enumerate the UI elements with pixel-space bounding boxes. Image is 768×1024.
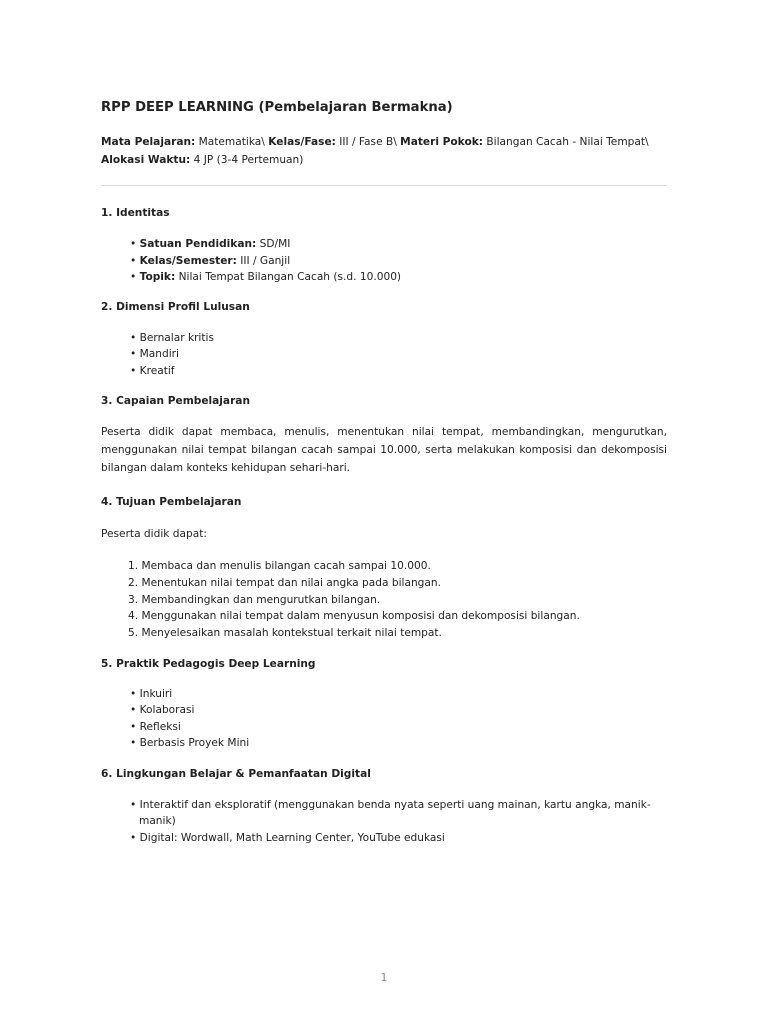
lingkungan-list bbox=[130, 797, 667, 847]
list-item: • Bernalar kritis bbox=[130, 331, 214, 344]
list-item: 1. Membaca dan menulis bilangan cacah sampai 10.000. bbox=[128, 560, 431, 572]
document-title: RPP DEEP LEARNING (Pembelajaran Bermakna) bbox=[101, 100, 453, 115]
section-praktik-heading: 5. Praktik Pedagogis Deep Learning bbox=[101, 657, 316, 670]
profil-list bbox=[130, 330, 667, 380]
materi-value: Bilangan Cacah - Nilai Tempat\ bbox=[483, 136, 649, 148]
list-item: • Refleksi bbox=[130, 720, 181, 733]
capaian-paragraph-end: bilangan dalam konteks kehidupan sehari-hari. bbox=[101, 462, 351, 474]
alokasi-label: Alokasi Waktu: bbox=[101, 154, 191, 166]
list-item: • Satuan Pendidikan: SD/MI bbox=[130, 238, 291, 250]
section-identitas-heading: 1. Identitas bbox=[101, 207, 170, 219]
mapel-label: Mata Pelajaran: bbox=[101, 136, 196, 148]
document-meta bbox=[101, 133, 667, 169]
list-item: • Topik: Nilai Tempat Bilangan Cacah (s.d. 10.000) bbox=[130, 271, 402, 283]
horizontal-divider bbox=[101, 185, 667, 186]
page-number: 1 bbox=[380, 972, 388, 984]
list-item: • Digital: Wordwall, Math Learning Center, YouTube edukasi bbox=[130, 831, 445, 844]
section-profil-heading: 2. Dimensi Profil Lulusan bbox=[101, 300, 250, 313]
list-item: • Inkuiri bbox=[130, 687, 173, 700]
list-item: • Interaktif dan eksploratif (menggunakan benda nyata seperti uang mainan, kartu angka, manik-manik) bbox=[130, 798, 651, 828]
list-item: • Berbasis Proyek Mini bbox=[130, 737, 250, 750]
kelas-value: III / Fase B\ bbox=[335, 136, 401, 148]
section-lingkungan-heading: 6. Lingkungan Belajar & Pemanfaatan Digital bbox=[101, 767, 371, 780]
section-capaian-heading: 3. Capaian Pembelajaran bbox=[101, 395, 250, 407]
list-item: 4. Menggunakan nilai tempat dalam menyusun komposisi dan dekomposisi bilangan. bbox=[128, 610, 580, 623]
list-item: 3. Membandingkan dan mengurutkan bilangan. bbox=[128, 593, 381, 606]
kelas-label: Kelas/Fase: bbox=[268, 136, 336, 148]
list-item: 5. Menyelesaikan masalah kontekstual terkait nilai tempat. bbox=[128, 627, 442, 640]
list-item: • Kolaborasi bbox=[130, 704, 195, 717]
capaian-paragraph: Peserta didik dapat membaca, menulis, menentukan nilai tempat, membandingkan, mengurutkan, menggunakan nilai tempat bilangan cacah sampai 10.000, serta melakukan komposisi dan dekomposisi bbox=[101, 426, 667, 456]
list-item: • Kelas/Semester: III / Ganjil bbox=[130, 254, 291, 267]
list-item: 2. Menentukan nilai tempat dan nilai angka pada bilangan. bbox=[128, 576, 441, 589]
materi-label: Materi Pokok: bbox=[400, 136, 484, 148]
list-item: • Kreatif bbox=[130, 364, 175, 377]
list-item: • Mandiri bbox=[130, 348, 179, 360]
section-tujuan-heading: 4. Tujuan Pembelajaran bbox=[101, 496, 242, 508]
alokasi-value: 4 JP (3-4 Pertemuan) bbox=[190, 154, 304, 166]
identitas-list bbox=[130, 236, 667, 286]
mapel-value: Matematika\ bbox=[195, 136, 269, 148]
document-page bbox=[101, 98, 667, 846]
tujuan-intro: Peserta didik dapat: bbox=[101, 528, 207, 540]
tujuan-list bbox=[128, 558, 667, 642]
praktik-list bbox=[130, 686, 667, 752]
